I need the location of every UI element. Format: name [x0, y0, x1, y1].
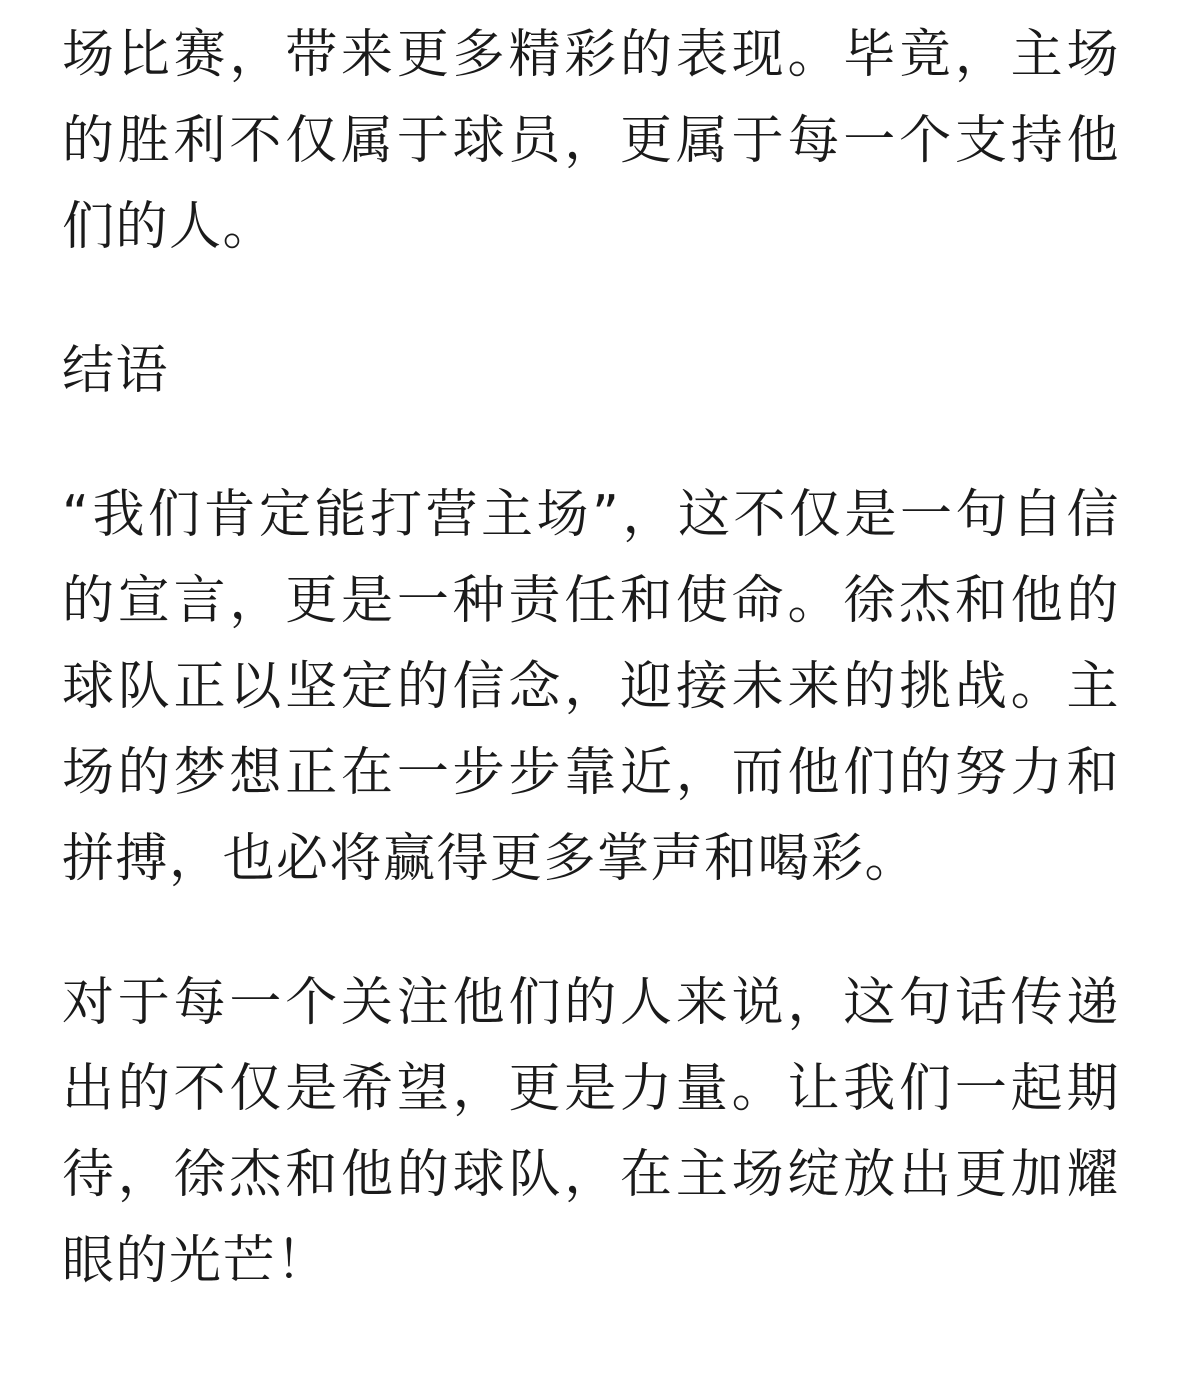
section-heading: 结语 [62, 341, 170, 401]
article-paragraph: 场比赛，带来更多精彩的表现。毕竟，主场的胜利不仅属于球员，更属于每一个支持他们的人。 [62, 25, 1120, 257]
article-paragraph: 对于每一个关注他们的人来说，这句话传递出的不仅是希望，更是力量。让我们一起期待，徐杰和他的球队，在主场绽放出更加耀眼的光芒！ [62, 973, 1120, 1291]
article-body [62, 0, 1120, 1362]
article-paragraph: “我们肯定能打营主场”，这不仅是一句自信的宣言，更是一种责任和使命。徐杰和他的球队正以坚定的信念，迎接未来的挑战。主场的梦想正在一步步靠近，而他们的努力和拼搏，也必将赢得更多掌声和喝彩。 [62, 485, 1120, 889]
